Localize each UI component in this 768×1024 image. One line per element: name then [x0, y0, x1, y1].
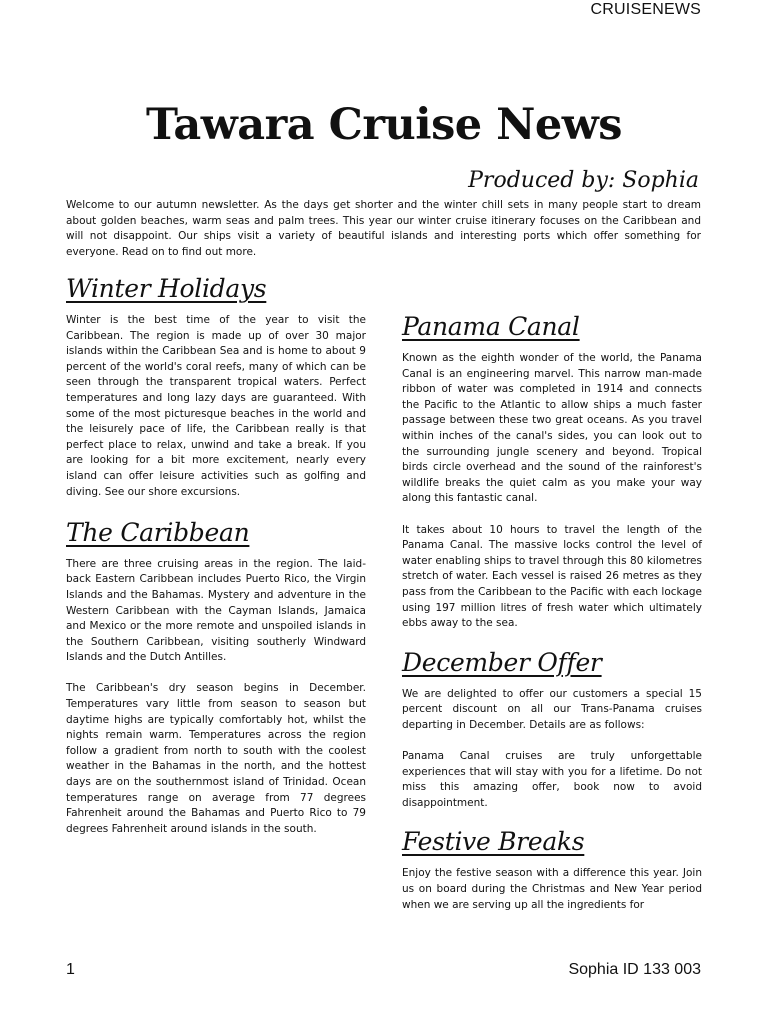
heading-panama-canal: Panama Canal	[402, 312, 580, 341]
heading-winter-holidays: Winter Holidays	[66, 274, 267, 303]
festive-paragraph-1: Enjoy the festive season with a difference this year. Join us on board during the Christmas and New Year period when we are serving up all the ingredients for	[402, 867, 702, 911]
left-column	[66, 272, 366, 853]
footer-id: Sophia ID 133 003	[568, 961, 701, 978]
winter-holidays-paragraph: Winter is the best time of the year to visit the Caribbean. The region is made up of over 30 major islands within the Caribbean Sea and is home to about 9 percent of the world's coral reefs, many of which can be seen through the transparent tropical waters. Perfect temperatures and long lazy days are guaranteed. With some of the most picturesque beaches in the world and the leisurely pace of life, the Caribbean really is that perfect place to relax, unwind and take a break. If you are looking for a bit more excitement, nearly every island can offer leisure activities such as golfing and diving. See our shore excursions.	[66, 314, 366, 498]
byline: Produced by: Sophia	[468, 168, 699, 193]
heading-the-caribbean: The Caribbean	[66, 517, 250, 547]
heading-december-offer: December Offer	[402, 647, 602, 677]
page-number: 1	[66, 961, 75, 978]
heading-festive-breaks: Festive Breaks	[402, 827, 585, 857]
panama-paragraph-1: Known as the eighth wonder of the world, the Panama Canal is an engineering marvel. This narrow man-made ribbon of water was completed in 1914 and connects the Pacific to the Atlantic to allow ships a much faster passage between these two great oceans. As you travel within inches of the canal's sides, you can look out to the surrounding jungle scenery and beyond. Tropical birds circle overhead and the sound of the rainforest's wildlife breaks the quiet calm as you make your way along this fantastic canal.	[402, 352, 702, 505]
header-brand: CRUISENEWS	[590, 1, 701, 18]
right-column	[402, 310, 702, 929]
newsletter-title: Tawara Cruise News	[145, 100, 622, 150]
caribbean-paragraph-2: The Caribbean's dry season begins in December. Temperatures vary little from season to season but daytime highs are typically comfortably hot, whilst the nights remain warm. Temperatures across the region follow a gradient from north to south with the coolest weather in the Bahamas in the north, and the hottest days are on the southernmost island of Trinidad. Ocean temperatures range on average from 77 degrees Fahrenheit around the Bahamas and Puerto Rico to 79 degrees Fahrenheit around islands in the south.	[66, 682, 366, 835]
december-paragraph-1: We are delighted to offer our customers a special 15 percent discount on all our Trans-Panama cruises departing in December. Details are as follows:	[402, 687, 702, 731]
december-paragraph-2: Panama Canal cruises are truly unforgettable experiences that will stay with you for a lifetime. Do not miss this amazing offer, book now to avoid disappointment.	[402, 750, 702, 809]
caribbean-paragraph-1: There are three cruising areas in the region. The laid-back Eastern Caribbean includes Puerto Rico, the Virgin Islands and the Bahamas. Mystery and adventure in the Western Caribbean with the Cayman Islands, Jamaica and Mexico or the more remote and unspoiled islands in the Southern Caribbean, visiting southerly Windward Islands and the Dutch Antilles.	[66, 557, 366, 664]
panama-paragraph-2: It takes about 10 hours to travel the length of the Panama Canal. The massive locks control the level of water enabling ships to travel through this 80 kilometres stretch of water. Each vessel is raised 26 metres as they pass from the Caribbean to the Pacific with each lockage using 197 million litres of fresh water which ultimately ebbs away to the sea.	[402, 523, 702, 630]
intro-paragraph: Welcome to our autumn newsletter. As the days get shorter and the winter chill sets in many people start to dream about golden beaches, warm seas and palm trees. This year our winter cruise itinerary focuses on the Caribbean and will not disappoint. Our ships visit a variety of beautiful islands and interesting ports which offer something for everyone. Read on to find out more.	[66, 199, 701, 258]
